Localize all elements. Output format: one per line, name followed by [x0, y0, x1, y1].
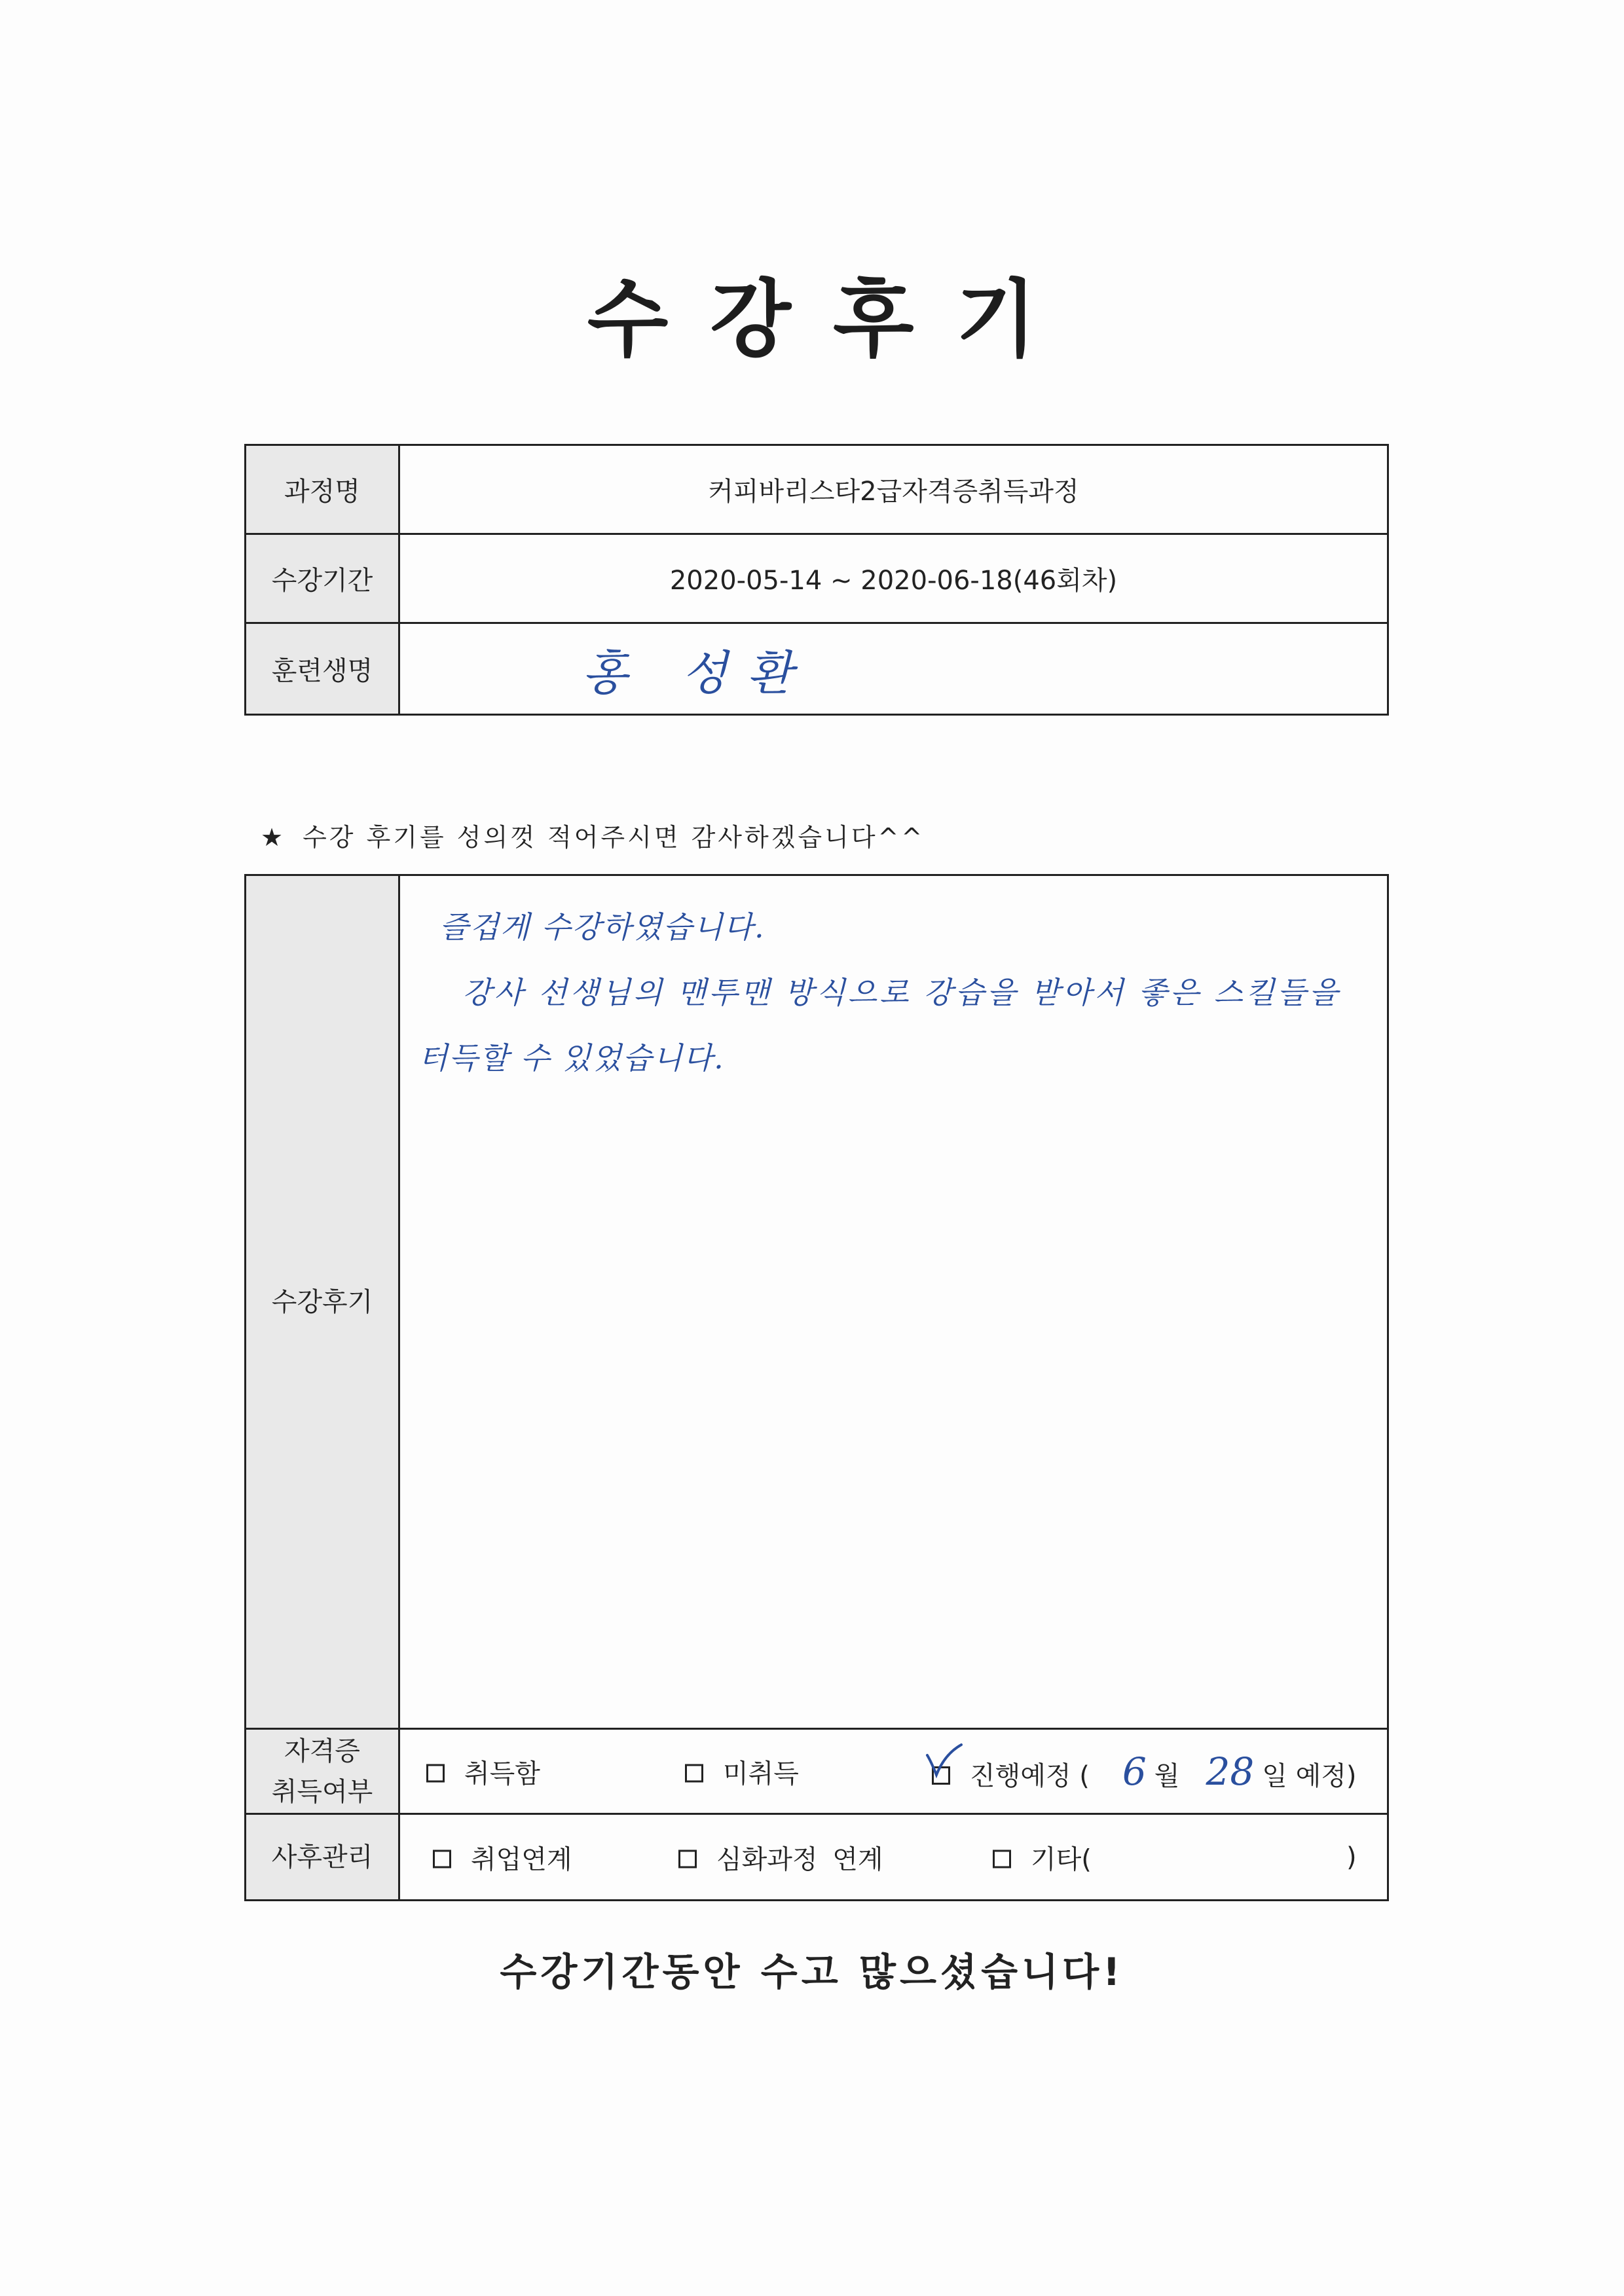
- certificate-row: [246, 1729, 1388, 1814]
- aftercare-row: [246, 1814, 1388, 1901]
- trainee-cell[interactable]: [399, 623, 1388, 715]
- aftercare-label: 사후관리: [246, 1814, 399, 1901]
- page-title: 수강후기: [587, 271, 1079, 369]
- checkbox-acquired[interactable]: [426, 1764, 445, 1782]
- course-row: [246, 445, 1388, 534]
- option-advanced[interactable]: [678, 1838, 883, 1876]
- review-label: 수강후기: [246, 875, 399, 1729]
- day-unit: 일 예정): [1262, 1760, 1357, 1791]
- certificate-options: [399, 1729, 1388, 1814]
- period-row: [246, 534, 1388, 623]
- certificate-label: [246, 1729, 399, 1814]
- review-row: [246, 875, 1388, 1729]
- option-other[interactable]: [993, 1838, 1092, 1876]
- checkbox-other[interactable]: [993, 1850, 1011, 1868]
- option-not-acquired-label: 미취득: [723, 1758, 799, 1789]
- checkbox-not-acquired[interactable]: [685, 1764, 703, 1782]
- course-value: 커피바리스타2급자격증취득과정: [399, 445, 1388, 534]
- notice: [261, 817, 925, 853]
- option-employment-label: 취업연계: [471, 1844, 572, 1874]
- trainee-signature: 홍 성환: [581, 645, 813, 701]
- review-line-1: 즐겁게 수강하였습니다.: [439, 909, 766, 945]
- closing-message: 수강기간동안 수고 많으셨습니다!: [500, 1950, 1124, 1994]
- checkbox-scheduled[interactable]: [932, 1766, 950, 1785]
- review-line-3: 터득할 수 있었습니다.: [418, 1040, 725, 1076]
- notice-text: 수강 후기를 성의껏 적어주시면 감사하겠습니다^^: [303, 823, 925, 852]
- option-other-label: 기타(: [1031, 1844, 1092, 1874]
- scheduled-day: 28: [1206, 1749, 1255, 1794]
- trainee-label: 훈련생명: [246, 623, 399, 715]
- option-other-close: ): [1346, 1842, 1357, 1872]
- option-advanced-label: 심화과정 연계: [716, 1844, 883, 1874]
- period-value: 2020-05-14 ~ 2020-06-18(46회차): [399, 534, 1388, 623]
- review-text-area[interactable]: [399, 875, 1388, 1729]
- scheduled-month: 6: [1122, 1749, 1147, 1794]
- course-info-table: [244, 444, 1389, 716]
- certificate-label-line1: 자격증: [284, 1736, 360, 1766]
- month-unit: 월: [1154, 1760, 1180, 1791]
- option-scheduled[interactable]: [932, 1749, 1357, 1794]
- option-employment[interactable]: [433, 1838, 572, 1876]
- option-acquired[interactable]: [426, 1753, 540, 1790]
- trainee-row: [246, 623, 1388, 715]
- option-not-acquired[interactable]: [685, 1753, 799, 1790]
- aftercare-options: [399, 1814, 1388, 1901]
- option-scheduled-label: 진행예정 (: [970, 1760, 1090, 1791]
- checkbox-employment[interactable]: [433, 1850, 451, 1868]
- checkbox-advanced[interactable]: [678, 1850, 697, 1868]
- star-icon: ★: [261, 823, 286, 852]
- review-line-2: 강사 선생님의 맨투맨 방식으로 강습을 받아서 좋은 스킬들을: [462, 975, 1341, 1010]
- review-table: [244, 874, 1389, 1901]
- option-acquired-label: 취득함: [464, 1758, 540, 1789]
- certificate-label-line2: 취득여부: [271, 1776, 373, 1807]
- period-label: 수강기간: [246, 534, 399, 623]
- course-label: 과정명: [246, 445, 399, 534]
- checkmark-icon: [925, 1742, 964, 1781]
